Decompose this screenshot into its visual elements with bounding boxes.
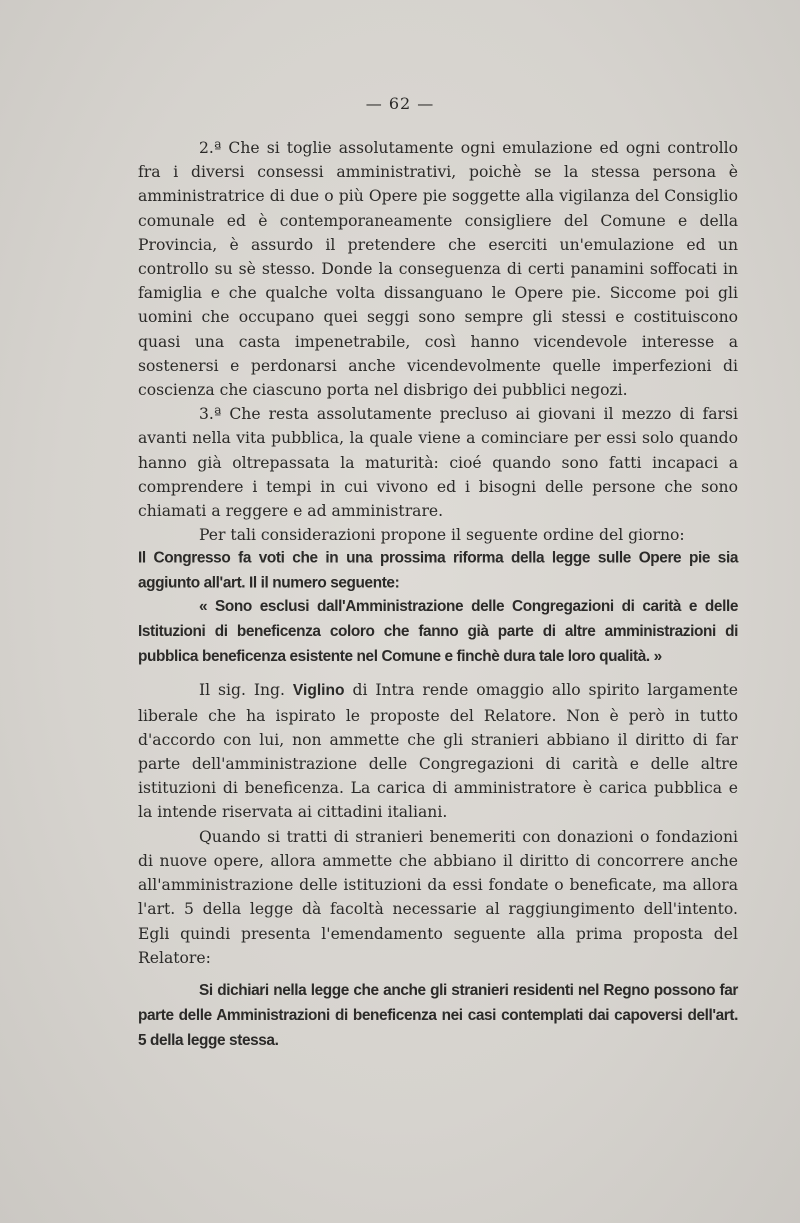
amendment-text: Si dichiari nella legge che anche gli stranieri residenti nel Regno possono far parte delle Amministrazioni di beneficenza nei casi contemplati dai capoversi dell'art. 5 della legge stessa. [138,981,738,1050]
paragraph-foreign-benefactors: Quando si tratti di stranieri benemeriti con donazioni o fondazioni di nuove opere, allora ammette che abbiano il diritto di concorrere anche all'amministrazione delle istituzioni da essi fondate o beneficate, ma allora l'art. 5 della legge dà facoltà necessarie al raggiungimento dell'intento. Egli quindi presenta l'emendamento seguente alla prima proposta del Relatore: [138,827,738,967]
speaker-name: Viglino [292,682,345,700]
paragraph-point-3: 3.ª Che resta assolutamente precluso ai giovani il mezzo di farsi avanti nella vita pubblica, la quale viene a cominciare per essi solo quando hanno già oltrepassata la maturità: cioé quando sono fatti incapaci a comprendere i tempi in cui vivono ed i bisogni delle persone che sono chiamati a reggere e ad amministrare. [138,405,738,521]
paragraph-viglino-speech [138,678,738,824]
page-body [138,136,738,1053]
page-number: — 62 — [365,94,435,113]
speech-prefix: Il sig. Ing. [199,681,293,700]
order-of-the-day-text: Il Congresso fa voti che in una prossima riforma della legge sulle Opere pie sia aggiunto all'art. Il il numero seguente: [138,549,738,593]
proposed-article-quote: « Sono esclusi dall'Amministrazione delle Congregazioni di carità e delle Istituzioni di beneficenza coloro che fanno già parte di altre amministrazioni di pubblica beneficenza esistente nel Comune e finchè dura tale loro qualità. » [138,597,738,666]
speech-body: di Intra rende omaggio allo spirito largamente liberale che ha ispirato le proposte del Relatore. Non è però in tutto d'accordo con lui, non ammette che gli stranieri abbiano il diritto di far parte dell'amministrazione delle Congregazioni di carità e delle altre istituzioni di beneficenza. La carica di amministratore è carica pubblica e la intende riservata ai cittadini italiani. [138,681,738,822]
paragraph-proposal-intro: Per tali considerazioni propone il seguente ordine del giorno: [199,526,685,545]
paragraph-point-2: 2.ª Che si toglie assolutamente ogni emulazione ed ogni controllo fra i diversi consessi amministrativi, poichè se la stessa persona è amministratrice di due o più Opere pie soggette alla vigilanza del Consiglio comunale ed è contemporaneamente consigliere del Comune e della Provincia, è assurdo il pretendere che eserciti un'emulazione ed un controllo su sè stesso. Donde la conseguenza di certi panamini soffocati in famiglia e che qualche volta dissanguano le Opere pie. Siccome poi gli uomini che occupano quei seggi sono sempre gli stessi e costituiscono quasi una casta impenetrabile, così hanno vicendevole interesse a sostenersi e perdonarsi anche vicendevolmente quelle imperfezioni di coscienza che ciascuno porta nel disbrigo dei pubblici negozi. [138,139,738,400]
